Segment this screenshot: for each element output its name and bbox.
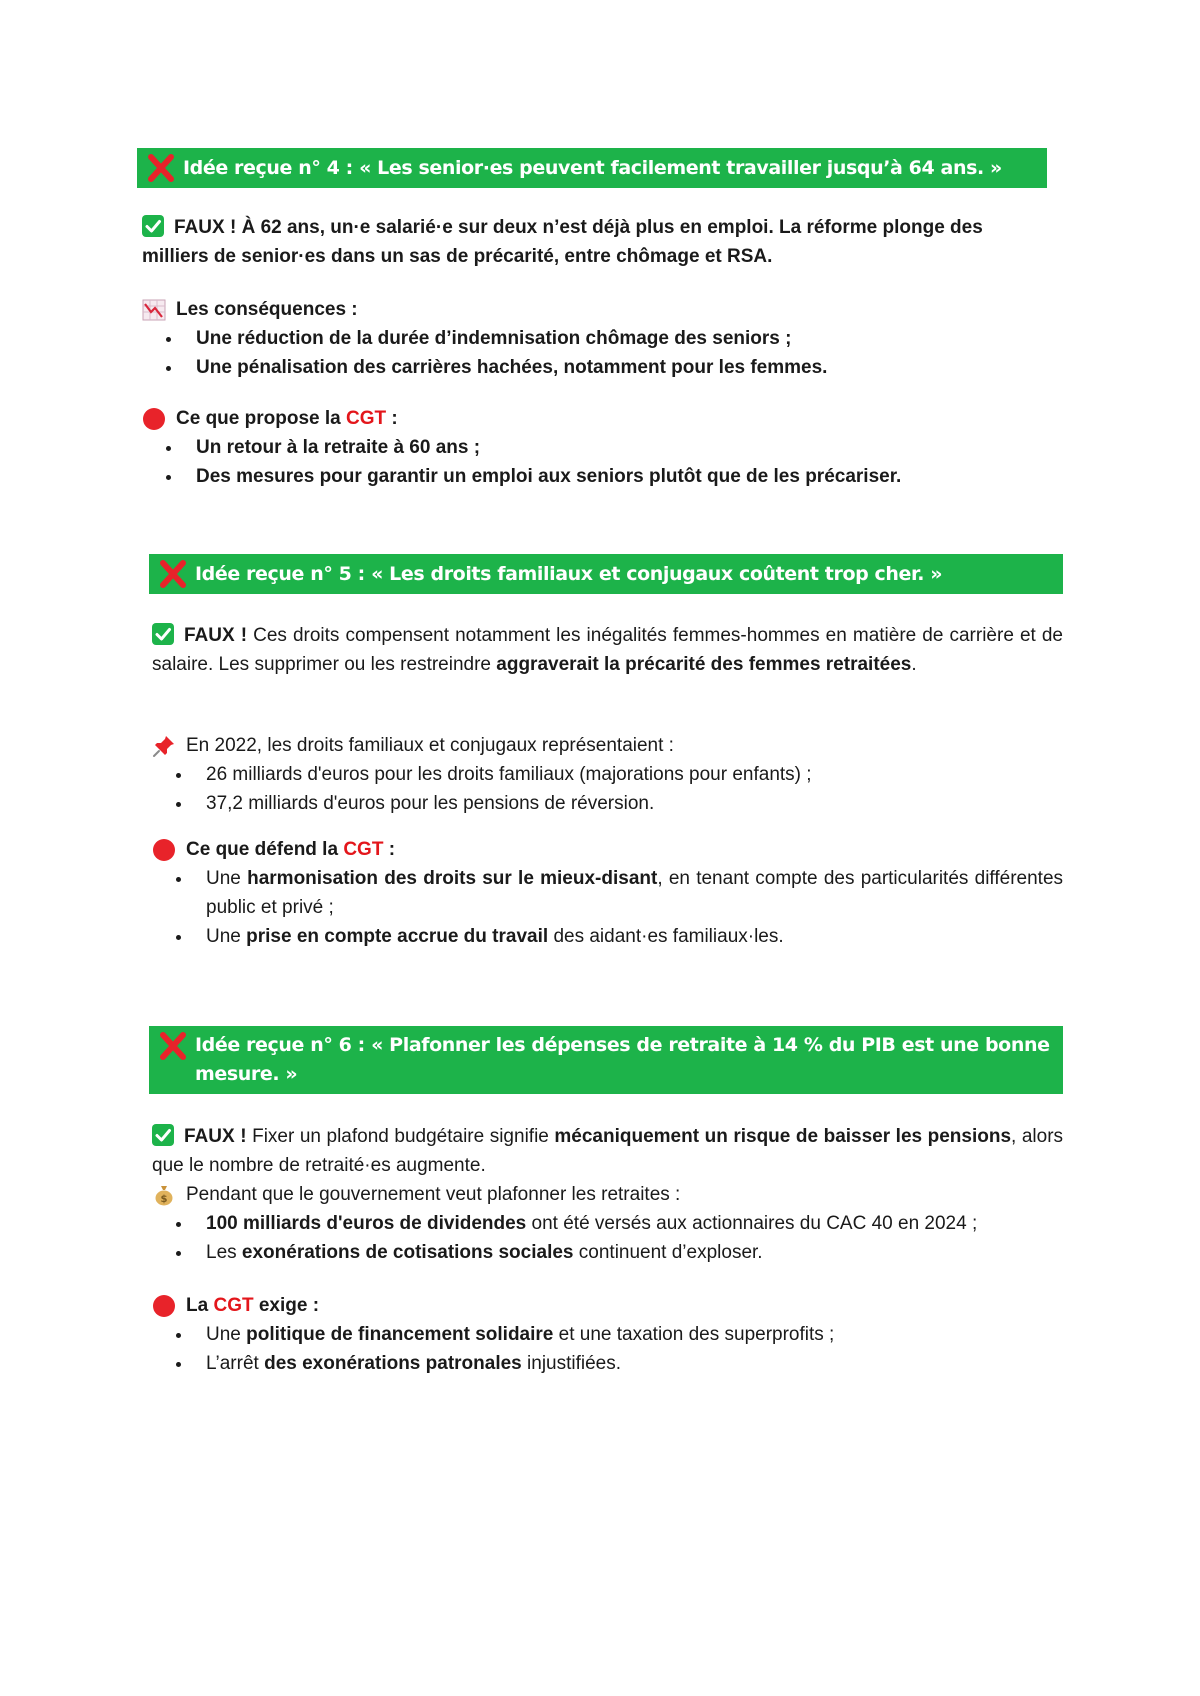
red-circle-icon — [142, 407, 166, 431]
check-icon — [142, 215, 164, 237]
cgt-label: CGT — [345, 408, 387, 429]
defend-heading: Ce que défend la CGT : — [186, 839, 396, 860]
banner-title: Idée reçue n° 5 : « Les droits familiaux et conjugaux coûtent trop cher. » — [195, 563, 943, 585]
section-idee-6 — [149, 1026, 1063, 1094]
money-intro: Pendant que le gouvernement veut plafonner les retraites : — [186, 1184, 681, 1205]
defend-block — [152, 835, 1063, 951]
banner-title: Idée reçue n° 4 : « Les senior·es peuvent facilement travailler jusqu’à 64 ans. » — [183, 157, 1002, 179]
figures-block — [152, 731, 1063, 818]
propositions-list — [136, 433, 1047, 491]
propose-heading: Ce que propose la CGT : — [176, 408, 398, 429]
faux-block-4 — [142, 213, 1047, 271]
defend-list — [146, 864, 1063, 951]
check-icon — [152, 1124, 174, 1146]
cross-icon — [157, 559, 189, 589]
consequences-block — [142, 295, 1047, 382]
check-icon — [152, 623, 174, 645]
list-item: 26 milliards d'euros pour les droits familiaux (majorations pour enfants) ; — [146, 760, 1063, 789]
banner-idee-6 — [149, 1026, 1063, 1094]
cgt-label: CGT — [343, 839, 384, 860]
money-list — [146, 1209, 1063, 1267]
cross-icon — [157, 1031, 189, 1061]
banner-idee-5 — [149, 554, 1063, 594]
list-item: Une politique de financement solidaire et une taxation des superprofits ; — [146, 1320, 1063, 1349]
money-bag-icon — [152, 1183, 176, 1207]
faux-text: Ces droits compensent notamment les inégalités femmes-hommes en matière de carrière et de salaire. Les supprimer ou les restreindre — [152, 625, 1063, 675]
exige-heading: La CGT exige : — [186, 1295, 320, 1316]
list-item: Une réduction de la durée d’indemnisation chômage des seniors ; — [136, 324, 1047, 353]
list-item: 100 milliards d'euros de dividendes ont été versés aux actionnaires du CAC 40 en 2024 ; — [146, 1209, 1063, 1238]
cgt-label: CGT — [213, 1295, 254, 1316]
red-circle-icon — [152, 838, 176, 862]
list-item: L’arrêt des exonérations patronales injustifiées. — [146, 1349, 1063, 1378]
list-item: Une harmonisation des droits sur le mieux-disant, en tenant compte des particularités différentes public et privé ; — [146, 864, 1063, 922]
list-item: Une pénalisation des carrières hachées, notamment pour les femmes. — [136, 353, 1047, 382]
faux-bold-text: aggraverait la précarité des femmes retraitées — [496, 654, 912, 675]
banner-idee-4 — [137, 148, 1047, 188]
cross-icon — [145, 153, 177, 183]
figures-list — [146, 760, 1063, 818]
faux-label: FAUX ! — [184, 625, 248, 646]
faux-text: Fixer un plafond budgétaire signifie — [252, 1126, 549, 1147]
banner-title: Idée reçue n° 6 : « Plafonner les dépenses de retraite à 14 % du PIB est une bonne mesure. » — [195, 1034, 1050, 1085]
list-item: Les exonérations de cotisations sociales continuent d’exploser. — [146, 1238, 1063, 1267]
section-idee-5 — [149, 554, 1063, 594]
faux-text: À 62 ans, un·e salarié·e sur deux n’est déjà plus en emploi. La réforme plonge des milliers de senior·es dans un sas de précarité, entre chômage et RSA. — [142, 217, 983, 267]
exige-block — [152, 1291, 1063, 1378]
faux-label: FAUX ! — [184, 1126, 247, 1147]
faux-bold-text: mécaniquement un risque de baisser les pensions — [554, 1126, 1012, 1147]
list-item: Une prise en compte accrue du travail des aidant·es familiaux·les. — [146, 922, 1063, 951]
chart-decreasing-icon — [142, 298, 166, 322]
exige-list — [146, 1320, 1063, 1378]
section-idee-4 — [137, 148, 1047, 188]
red-circle-icon — [152, 1294, 176, 1318]
faux-block-6: FAUX ! Fixer un plafond budgétaire signifie mécaniquement un risque de baisser les pensions, alors que le nombre de retraité·es augmente. Pendant que le gouvernement veut plafonner les retraites : 100 milliards d'euros de dividendes ont été versés aux actionnaires du CAC 40 en 2024 ; Les exonérations de cotisations sociales continuent d’exploser. — [152, 1122, 1063, 1267]
faux-label: FAUX ! — [174, 217, 237, 238]
consequences-list — [136, 324, 1047, 382]
list-item: Des mesures pour garantir un emploi aux seniors plutôt que de les précariser. — [136, 462, 1047, 491]
propose-block — [142, 404, 1047, 491]
figures-intro: En 2022, les droits familiaux et conjugaux représentaient : — [186, 735, 674, 756]
faux-block-5: FAUX ! Ces droits compensent notamment les inégalités femmes-hommes en matière de carrière et de salaire. Les supprimer ou les restreindre aggraverait la précarité des femmes retraitées. — [152, 625, 1063, 675]
list-item: 37,2 milliards d'euros pour les pensions de réversion. — [146, 789, 1063, 818]
list-item: Un retour à la retraite à 60 ans ; — [136, 433, 1047, 462]
pushpin-icon — [152, 734, 176, 758]
consequences-title: Les conséquences : — [176, 299, 358, 320]
